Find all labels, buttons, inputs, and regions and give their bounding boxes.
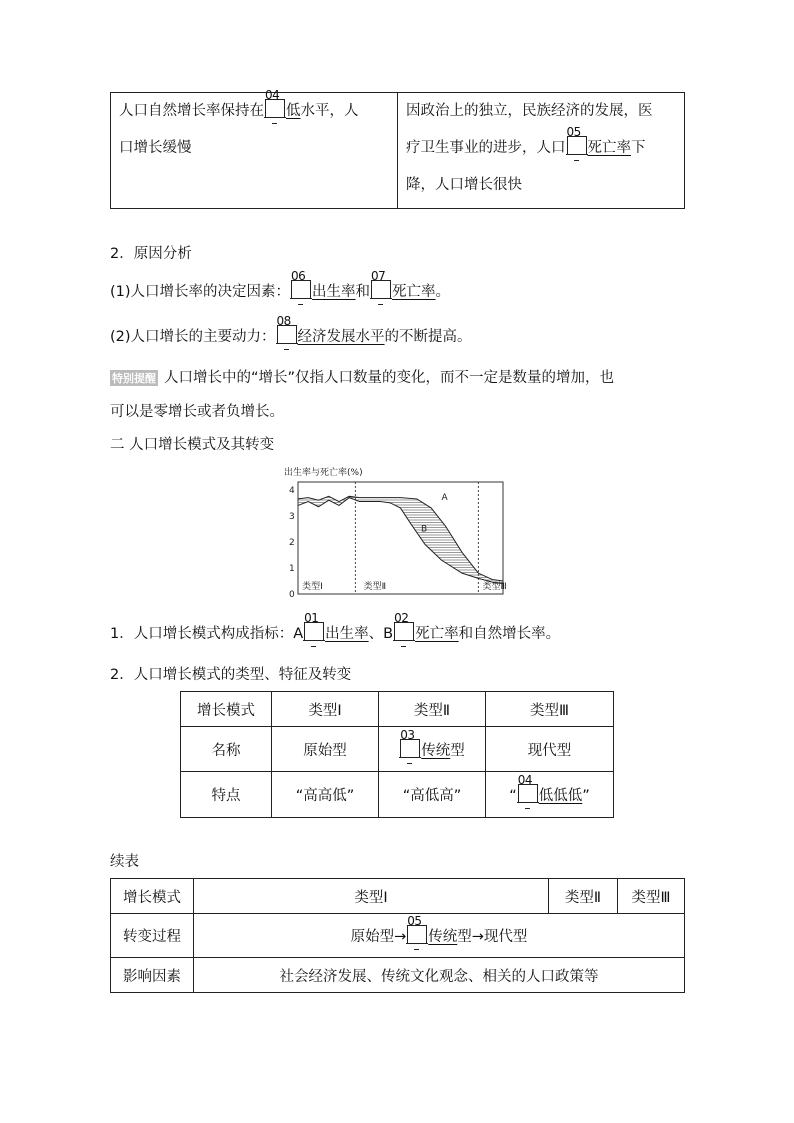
y-tick-label: 2 — [289, 537, 295, 548]
answer-blank: 02 — [394, 622, 414, 641]
series-label-A: A — [441, 493, 448, 504]
answer-blank: 05 — [567, 136, 587, 155]
table-row — [111, 914, 685, 958]
tip-badge: 特别提醒 — [112, 372, 156, 385]
table-row — [111, 879, 685, 914]
header-cell: 类型Ⅲ — [618, 879, 685, 914]
y-tick-label: 4 — [289, 485, 295, 496]
table-row — [111, 958, 685, 993]
top-table — [110, 88, 685, 209]
series-label-B: B — [421, 524, 428, 535]
mode-table — [180, 691, 614, 818]
table-cell: 原始型 — [272, 727, 379, 772]
y-tick-label: 3 — [289, 511, 295, 522]
table-cell: 03 传统型 — [379, 727, 486, 772]
table-cell: 现代型 — [486, 727, 614, 772]
stage-label: 类型Ⅱ — [363, 582, 387, 592]
table-cell-right: 因政治上的独立，民族经济的发展，医 疗卫生事业的进步，人口 05 死亡率下 降，人口增长很快 — [398, 93, 685, 209]
part2-title: 二 人口增长模式及其转变 — [110, 437, 275, 453]
table-row — [181, 727, 614, 772]
table-cell: “高高低” — [272, 772, 379, 818]
table-row — [181, 772, 614, 818]
header-cell: 增长模式 — [181, 692, 272, 727]
table-cell: “高低高” — [379, 772, 486, 818]
continued-label: 续表 — [110, 854, 139, 870]
row-label: 名称 — [181, 727, 272, 772]
table-cell: “ 04 低低低” — [486, 772, 614, 818]
natural-growth-area — [298, 496, 503, 583]
answer-blank: 05 — [407, 925, 427, 944]
answer-blank: 07 — [371, 280, 391, 299]
table-cell-left: 人口自然增长率保持在 04 低水平，人 口增长缓慢 — [111, 93, 398, 209]
answer-blank: 04 — [265, 99, 285, 118]
answer-blank: 01 — [304, 622, 324, 641]
table-row — [181, 692, 614, 727]
cause-line-2: (2)人口增长的主要动力： 08 经济发展水平的不断提高。 — [110, 325, 472, 346]
transition-table — [110, 878, 685, 993]
population-chart — [284, 464, 508, 600]
row-label: 影响因素 — [111, 958, 194, 993]
row-label: 特点 — [181, 772, 272, 818]
header-cell: 类型Ⅱ — [379, 692, 486, 727]
section-heading: 2．原因分析 — [110, 246, 192, 262]
answer-blank: 04 — [518, 784, 538, 803]
stage-label: 类型Ⅲ — [482, 582, 507, 592]
row-label: 转变过程 — [111, 914, 194, 958]
indicator-line: 1．人口增长模式构成指标：A 01 出生率、B 02 死亡率和自然增长率。 — [110, 622, 560, 643]
table-row — [111, 93, 685, 209]
table-cell: 原始型→ 05 传统型→现代型 — [194, 914, 685, 958]
y-tick-label: 0 — [289, 590, 295, 600]
header-cell: 类型Ⅱ — [549, 879, 618, 914]
tip-line-1: 特别提醒 人口增长中的“增长”仅指人口数量的变化，而不一定是数量的增加，也 — [112, 370, 615, 386]
table-cell: 社会经济发展、传统文化观念、相关的人口政策等 — [194, 958, 685, 993]
answer-blank: 03 — [400, 739, 420, 758]
types-heading: 2．人口增长模式的类型、特征及转变 — [110, 667, 352, 683]
header-cell: 类型Ⅰ — [194, 879, 549, 914]
y-tick-label: 1 — [289, 563, 295, 574]
header-cell: 增长模式 — [111, 879, 194, 914]
header-cell: 类型Ⅲ — [486, 692, 614, 727]
stage-label: 类型Ⅰ — [302, 582, 323, 592]
answer-blank: 06 — [291, 280, 311, 299]
cause-line-1: (1)人口增长率的决定因素： 06 出生率和 07 死亡率。 — [110, 280, 450, 301]
header-cell: 类型Ⅰ — [272, 692, 379, 727]
tip-line-2: 可以是零增长或者负增长。 — [110, 404, 284, 420]
answer-blank: 08 — [277, 325, 297, 344]
y-axis-label: 出生率与死亡率(%) — [284, 468, 363, 478]
